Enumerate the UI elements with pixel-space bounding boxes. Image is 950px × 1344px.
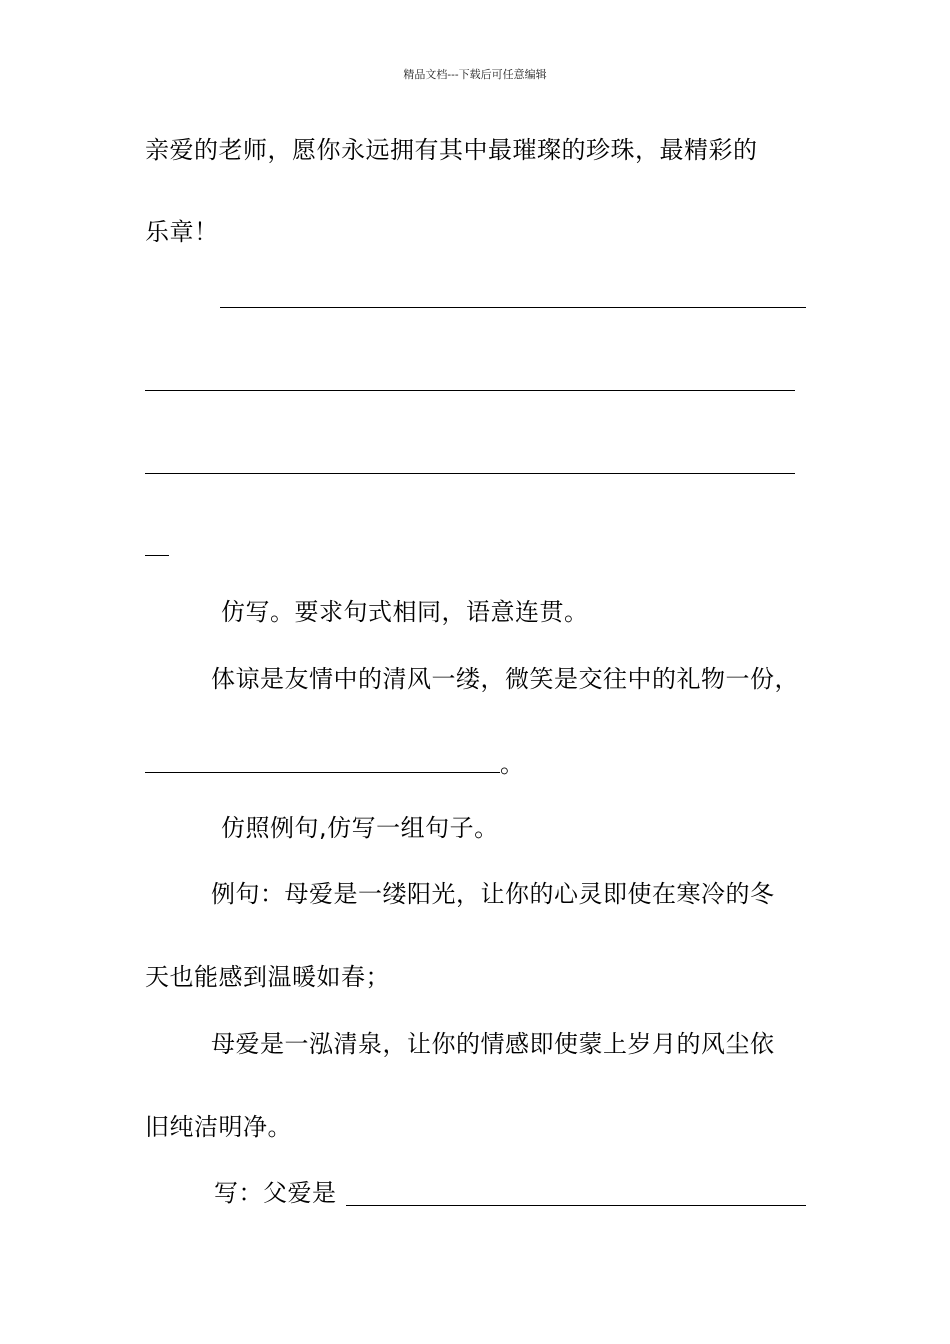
- text-line-8: 天也能感到温暖如春；: [145, 963, 390, 991]
- answer-blank-6: [346, 1205, 806, 1206]
- answer-blank-1: [220, 307, 806, 308]
- answer-blank-3: [145, 473, 795, 474]
- text-line-7: 例句：母爱是一缕阳光，让你的心灵即使在寒冷的冬: [211, 880, 775, 908]
- answer-blank-4: [145, 555, 169, 556]
- answer-blank-5: [145, 772, 500, 773]
- text-line-1: 亲爱的老师，愿你永远拥有其中最璀璨的珍珠，最精彩的: [145, 136, 758, 164]
- text-line-10: 旧纯洁明净。: [145, 1113, 292, 1141]
- text-line-5-end: 。: [500, 750, 525, 778]
- answer-blank-2: [145, 390, 795, 391]
- text-line-6: 仿照例句,仿写一组句子。: [221, 814, 499, 842]
- page-header: 精品文档---下载后可任意编辑: [403, 68, 547, 81]
- text-line-2: 乐章！: [145, 218, 219, 246]
- text-line-3: 仿写。要求句式相同，语意连贯。: [221, 598, 589, 626]
- text-line-11: 写：父爱是: [214, 1179, 337, 1207]
- text-line-4: 体谅是友情中的清风一缕，微笑是交往中的礼物一份，: [211, 665, 799, 693]
- text-line-9: 母爱是一泓清泉，让你的情感即使蒙上岁月的风尘依: [211, 1030, 775, 1058]
